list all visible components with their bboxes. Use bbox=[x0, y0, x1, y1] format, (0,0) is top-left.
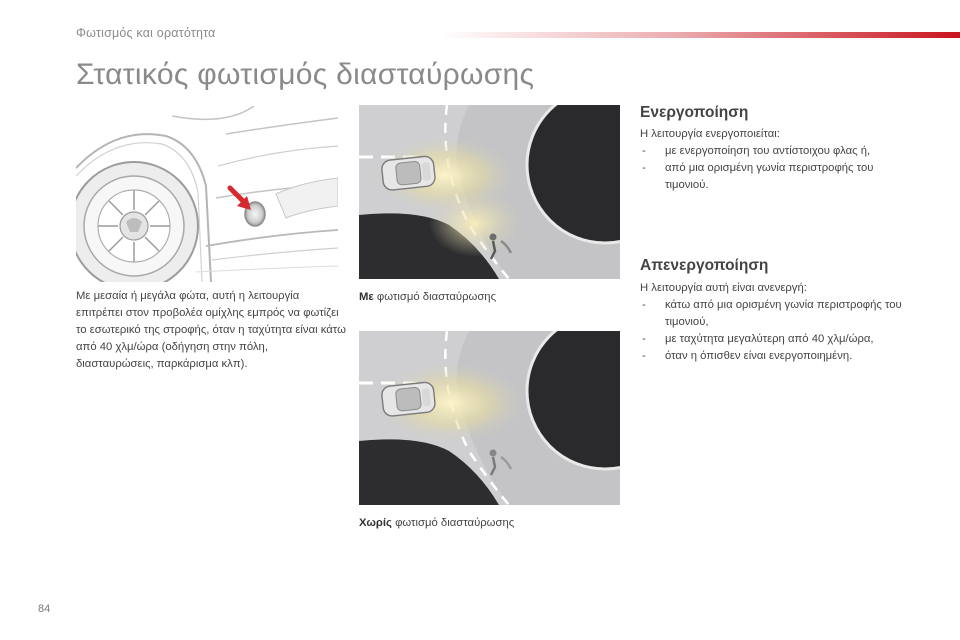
list-item bbox=[640, 348, 910, 365]
list-item-text: όταν η όπισθεν είναι ενεργοποιημένη. bbox=[665, 350, 853, 362]
page-number: 84 bbox=[38, 603, 51, 615]
header-accent-bar bbox=[440, 32, 960, 38]
bullet-dash: - bbox=[642, 145, 646, 157]
bullet-dash: - bbox=[642, 299, 646, 311]
intro-paragraph: Με μεσαία ή μεγάλα φώτα, αυτή η λειτουργία επιτρέπει στον προβολέα ομίχλης εμπρός να φωτίζει το εσωτερικό της στροφής, όταν η ταχύτητα είναι κάτω από 40 χλμ/ώρα (οδήγηση στην πόλη, διασταυρώσεις, παρκάρισμα κλπ). bbox=[76, 290, 346, 370]
deactivation-lead: Η λειτουργία αυτή είναι ανενεργή: bbox=[640, 282, 807, 294]
deactivation-list bbox=[640, 297, 910, 365]
scene-with-cornering-light bbox=[359, 105, 620, 279]
list-item-text: κάτω από μια ορισμένη γωνία περιστροφής του τιμονιού, bbox=[665, 299, 902, 328]
page-title: Στατικός φωτισμός διασταύρωσης bbox=[76, 58, 535, 91]
caption-with-lighting-bold: Με bbox=[359, 291, 374, 303]
deactivation-heading: Απενεργοποίηση bbox=[640, 257, 769, 274]
scene-without-cornering-light bbox=[359, 331, 620, 505]
bullet-dash: - bbox=[642, 350, 646, 362]
activation-body bbox=[640, 126, 910, 194]
deactivation-body bbox=[640, 280, 910, 365]
activation-lead: Η λειτουργία ενεργοποιείται: bbox=[640, 128, 780, 140]
activation-list bbox=[640, 143, 910, 194]
caption-without-lighting-rest: φωτισμό διασταύρωσης bbox=[391, 517, 515, 529]
fog-lamp-illustration bbox=[76, 106, 338, 282]
list-item-text: με ταχύτητα μεγαλύτερη από 40 χλμ/ώρα, bbox=[665, 333, 874, 345]
caption-without-lighting bbox=[359, 517, 621, 529]
list-item bbox=[640, 160, 910, 194]
activation-heading: Ενεργοποίηση bbox=[640, 104, 749, 121]
list-item-text: από μια ορισμένη γωνία περιστροφής του τιμονιού. bbox=[665, 162, 874, 191]
caption-with-lighting bbox=[359, 291, 621, 303]
caption-with-lighting-rest: φωτισμό διασταύρωσης bbox=[373, 291, 497, 303]
bullet-dash: - bbox=[642, 162, 646, 174]
list-item bbox=[640, 297, 910, 331]
header-section-title: Φωτισμός και ορατότητα bbox=[76, 26, 216, 40]
bullet-dash: - bbox=[642, 333, 646, 345]
caption-without-lighting-bold: Χωρίς bbox=[359, 517, 392, 529]
list-item-text: με ενεργοποίηση του αντίστοιχου φλας ή, bbox=[665, 145, 871, 157]
list-item bbox=[640, 143, 910, 160]
list-item bbox=[640, 331, 910, 348]
